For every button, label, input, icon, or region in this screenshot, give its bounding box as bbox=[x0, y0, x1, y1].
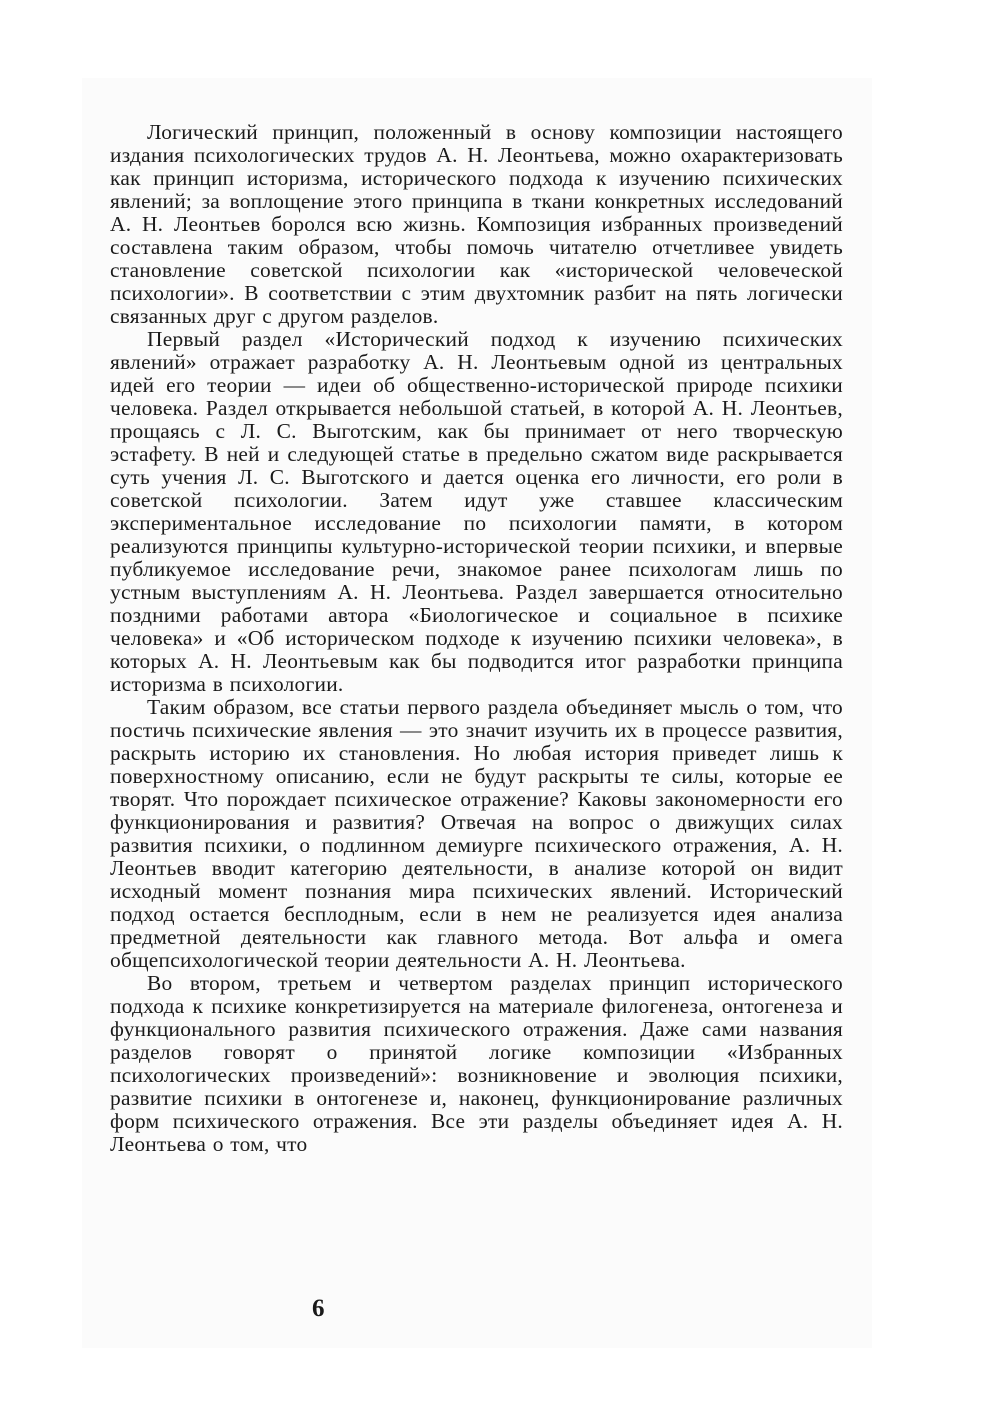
paragraph-2: Первый раздел «Исторический подход к изучению психических явлений» отражает разработку А. Н. Леонтьевым одной из центральных идей его теории — идеи об общественно-исторической природе психики человека. Раздел открывается небольшой статьей, в которой А. Н. Леонтьев, прощаясь с Л. С. Выготским, как бы принимает от него творческую эстафету. В ней и следующей статье в предельно сжатом виде раскрывается суть учения Л. С. Выготского и дается оценка его личности, его роли в советской психологии. Затем идут уже ставшее классическим экспериментальное исследование по психологии памяти, в котором реализуются принципы культурно-исторической теории психики, и впервые публикуемое исследование речи, знакомое ранее психологам лишь по устным выступлениям А. Н. Леонтьева. Раздел завершается относительно поздними работами автора «Биологическое и социальное в психике человека» и «Об историческом подходе к изучению психики человека», в которых А. Н. Леонтьевым как бы подводится итог разработки принципа историзма в психологии. bbox=[110, 327, 843, 696]
paragraph-3: Таким образом, все статьи первого раздела объединяет мысль о том, что постичь психические явления — это значит изучить их в процессе развития, раскрыть историю их становления. Но любая история приведет лишь к поверхностному описанию, если не будут раскрыты те силы, которые ее творят. Что порождает психическое отражение? Каковы закономерности его функционирования и развития? Отвечая на вопрос о движущих силах развития психики, о подлинном демиурге психического отражения, А. Н. Леонтьев вводит категорию деятельности, в анализе которой он видит исходный момент познания мира психических явлений. Исторический подход остается бесплодным, если в нем не реализуется идея анализа предметной деятельности как главного метода. Вот альфа и омега общепсихологической теории деятельности А. Н. Леонтьева. bbox=[110, 695, 843, 972]
page-number: 6 bbox=[312, 1295, 325, 1322]
body-text bbox=[110, 121, 843, 1156]
paragraph-1: Логический принцип, положенный в основу композиции настоящего издания психологических трудов А. Н. Леонтьева, можно охарактеризовать как принцип историзма, исторического подхода к изучению психических явлений; за воплощение этого принципа в ткани конкретных исследований А. Н. Леонтьев боролся всю жизнь. Композиция избранных произведений составлена таким образом, чтобы помочь читателю отчетливее увидеть становление советской психологии как «исторической человеческой психологии». В соответствии с этим двухтомник разбит на пять логически связанных друг с другом разделов. bbox=[110, 120, 843, 328]
paragraph-4: Во втором, третьем и четвертом разделах принцип исторического подхода к психике конкретизируется на материале филогенеза, онтогенеза и функционального развития психического отражения. Даже сами названия разделов говорят о принятой логике композиции «Избранных психологических произведений»: возникновение и эволюция психики, развитие психики в онтогенезе и, наконец, функционирование различных форм психического отражения. Все эти разделы объединяет идея А. Н. Леонтьева о том, что bbox=[110, 971, 843, 1156]
